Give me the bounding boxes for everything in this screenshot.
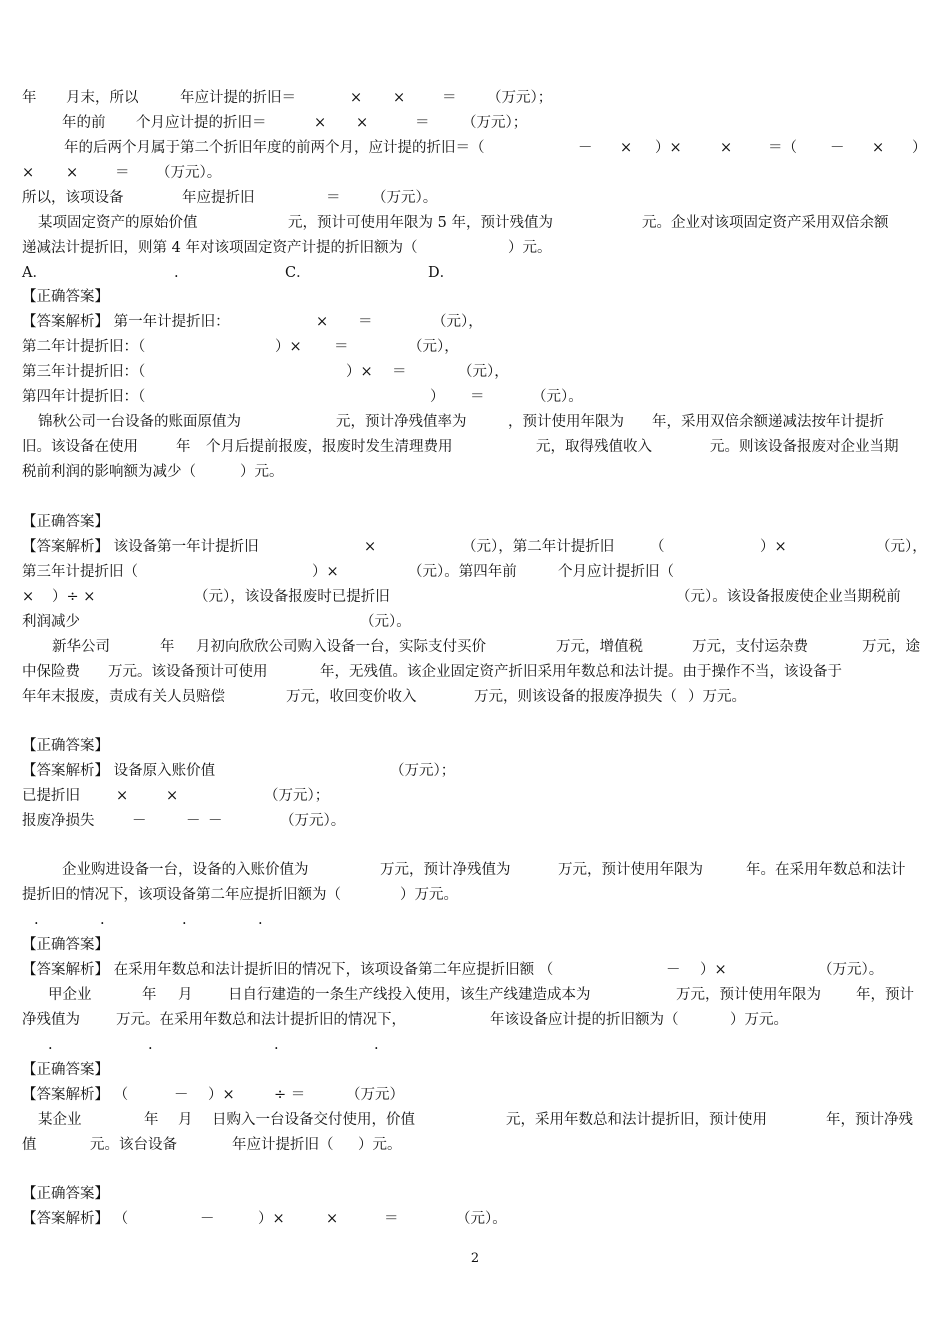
text-segment: 净残值为 (22, 1012, 80, 1028)
text-segment: × (66, 165, 79, 181)
text-segment: 万元，预计使用年限为 (676, 987, 821, 1003)
text-segment: 万元，预计使用年限为 (558, 862, 703, 878)
text-segment: 【正确答案】 (22, 289, 109, 305)
text-segment: 年，预计 (856, 987, 914, 1003)
text-segment: 甲企业 (48, 987, 92, 1003)
text-segment: （万元） (346, 1087, 404, 1103)
text-segment: － (186, 813, 201, 829)
text-segment: 日购入一台设备交付使用，价值 (212, 1112, 415, 1128)
text-segment: C． (285, 265, 311, 281)
text-segment: 企业购进设备一台，设备的入账价值为 (62, 862, 309, 878)
text-segment: 万元。该设备预计可使用 (108, 664, 268, 680)
text-segment: ）万元。 (400, 887, 458, 903)
text-segment: × (22, 589, 35, 605)
text-segment: 提折旧的情况下，该项设备第二年应提折旧额为（ (22, 887, 341, 903)
text-segment: 所以，该项设备 (22, 190, 124, 206)
text-segment: 万元，支付运杂费 (692, 639, 808, 655)
text-segment: 年的后两个月属于第二个折旧年度的前两个月，应计提的折旧＝（ (64, 140, 485, 156)
text-segment: × (316, 314, 329, 330)
text-segment: 元，取得残值收入 (536, 439, 652, 455)
text-segment: ）× (700, 962, 727, 978)
text-segment: 日自行建造的一条生产线投入使用，该生产线建造成本为 (228, 987, 591, 1003)
text-segment: 万元。在采用年数总和法计提折旧的情况下， (116, 1012, 406, 1028)
text-segment: － (200, 1211, 215, 1227)
text-segment: × (872, 140, 885, 156)
text-segment: 年该设备应计提的折旧额为（ (490, 1012, 679, 1028)
text-segment: ）× (346, 364, 373, 380)
text-segment: 月 (178, 1112, 193, 1128)
text-segment: 递减法计提折旧，则第 4 年对该项固定资产计提的折旧额为（ (22, 240, 418, 256)
text-segment: ）÷ × (52, 589, 96, 605)
text-segment: 年的前 (62, 115, 106, 131)
text-segment: 元，预计可使用年限为 5 年，预计残值为 (288, 215, 553, 231)
text-segment: 年 (176, 439, 191, 455)
text-segment: 已提折旧 (22, 788, 80, 804)
text-segment: ÷ ＝ (274, 1087, 306, 1103)
text-segment: （万元）。 (818, 962, 884, 978)
text-segment: × (356, 115, 369, 131)
text-segment: 个月应计提的折旧＝ (136, 115, 267, 131)
text-segment: 旧。该设备在使用 (22, 439, 138, 455)
text-segment: ）元。 (240, 464, 284, 480)
text-segment: 元，采用年数总和法计提折旧，预计使用 (506, 1112, 767, 1128)
text-segment: （万元）； (390, 763, 456, 779)
text-segment: 万元，增值税 (556, 639, 643, 655)
text-segment: × (720, 140, 733, 156)
text-segment: ）× (275, 339, 302, 355)
text-segment: . (100, 912, 105, 928)
text-segment: ）× (312, 564, 339, 580)
text-segment: 值 (22, 1137, 37, 1153)
text-segment: （万元）； (487, 90, 553, 106)
text-segment: （万元）。 (372, 190, 438, 206)
text-segment: ＝ (358, 314, 373, 330)
text-segment: 第三年计提折旧：（ (22, 364, 146, 380)
text-segment: 个月应计提折旧（ (558, 564, 674, 580)
text-segment: . (174, 265, 179, 281)
page-number: 2 (470, 1251, 480, 1266)
text-segment: . (374, 1037, 379, 1053)
text-segment: × (350, 90, 363, 106)
text-segment: （元）， (432, 314, 483, 330)
text-segment: . (258, 912, 263, 928)
text-segment: 中保险费 (22, 664, 80, 680)
text-segment: 【答案解析】 第一年计提折旧： (22, 314, 230, 330)
text-segment: － (578, 140, 593, 156)
text-segment: 元。则该设备报废对企业当期 (710, 439, 899, 455)
text-segment: 万元，则该设备的报废净损失（ (474, 689, 677, 705)
text-segment: . (148, 1037, 153, 1053)
text-segment: ）万元。 (730, 1012, 788, 1028)
text-segment: ）× (760, 539, 787, 555)
text-segment: （万元）； (462, 115, 528, 131)
text-segment: ）元。 (358, 1137, 402, 1153)
text-segment: . (274, 1037, 279, 1053)
text-segment: 元，预计净残值率为 (336, 414, 467, 430)
text-segment: 元。企业对该项固定资产采用双倍余额 (642, 215, 889, 231)
text-segment: 第三年计提折旧（ (22, 564, 138, 580)
text-segment: （万元）。 (280, 813, 346, 829)
text-segment: 利润减少 (22, 614, 80, 630)
text-segment: （万元）； (264, 788, 330, 804)
text-segment: × (166, 788, 179, 804)
text-segment: 【正确答案】 (22, 1186, 109, 1202)
text-segment: 报废净损失 (22, 813, 95, 829)
text-segment: 【答案解析】 在采用年数总和法计提折旧的情况下，该项设备第二年应提折旧额 （ (22, 962, 554, 978)
text-segment: 税前利润的影响额为减少（ (22, 464, 196, 480)
text-segment: ） (912, 140, 927, 156)
text-segment: （元）， (458, 364, 509, 380)
text-segment: 万元，收回变价收入 (286, 689, 417, 705)
text-segment: × (116, 788, 129, 804)
text-segment: 第四年计提折旧：（ (22, 389, 146, 405)
text-segment: 年 (144, 1112, 159, 1128)
text-segment: ）× (258, 1211, 285, 1227)
text-segment: 月末，所以 (66, 90, 139, 106)
text-segment: 年，预计净残 (826, 1112, 913, 1128)
text-segment: ）× (208, 1087, 235, 1103)
text-segment: × (620, 140, 633, 156)
text-segment: . (34, 912, 39, 928)
text-segment: 【答案解析】 该设备第一年计提折旧 (22, 539, 259, 555)
text-segment: 年 (142, 987, 157, 1003)
text-segment: 年。在采用年数总和法计 (746, 862, 906, 878)
text-segment: 月初向欣欣公司购入设备一台，实际支付买价 (196, 639, 486, 655)
text-segment: ＝ (115, 165, 130, 181)
text-segment: 某项固定资产的原始价值 (38, 215, 198, 231)
text-segment: . (182, 912, 187, 928)
text-segment: － (666, 962, 681, 978)
text-segment: ＝ (415, 115, 430, 131)
text-segment: 【正确答案】 (22, 738, 109, 754)
text-segment: ，预计使用年限为 (508, 414, 624, 430)
text-segment: D． (428, 265, 455, 281)
text-segment: 年，无残值。该企业固定资产折旧采用年数总和法计提。由于操作不当，该设备于 (320, 664, 842, 680)
text-segment: A． (22, 265, 47, 281)
text-segment: ）元。 (508, 240, 552, 256)
text-segment: ＝ (334, 339, 349, 355)
text-segment: . (48, 1037, 53, 1053)
text-segment: 年应计提折旧（ (232, 1137, 334, 1153)
text-segment: （元）。第四年前 (408, 564, 517, 580)
text-segment: 个月后提前报废，报废时发生清理费用 (206, 439, 453, 455)
text-segment: 新华公司 (52, 639, 110, 655)
text-segment: 年年末报废，责成有关人员赔偿 (22, 689, 225, 705)
text-segment: （ (650, 539, 665, 555)
text-segment: ）× (655, 140, 682, 156)
text-segment: 【正确答案】 (22, 1062, 109, 1078)
text-segment: 某企业 (38, 1112, 82, 1128)
text-segment: 月 (178, 987, 193, 1003)
text-segment: 万元，预计净残值为 (380, 862, 511, 878)
text-segment: ） (430, 389, 445, 405)
text-segment: × (314, 115, 327, 131)
text-segment: 年应计提的折旧＝ (180, 90, 296, 106)
text-segment: 【答案解析】 （ (22, 1087, 129, 1103)
text-segment: － (174, 1087, 189, 1103)
text-segment: 年 (22, 90, 37, 106)
text-segment: ＝ (384, 1211, 399, 1227)
text-segment: × (326, 1211, 339, 1227)
text-segment: 锦秋公司一台设备的账面原值为 (38, 414, 241, 430)
text-segment: － (208, 813, 223, 829)
text-segment: ＝ (392, 364, 407, 380)
text-segment: － (830, 140, 845, 156)
text-segment: 元。该台设备 (90, 1137, 177, 1153)
text-segment: （元）。 (456, 1211, 507, 1227)
text-segment: 万元，途 (862, 639, 920, 655)
text-segment: × (364, 539, 377, 555)
text-segment: ）万元。 (688, 689, 746, 705)
text-segment: 【答案解析】 设备原入账价值 (22, 763, 216, 779)
text-segment: （元）， (408, 339, 459, 355)
text-segment: 【答案解析】 （ (22, 1211, 129, 1227)
text-segment: 年应提折旧 (182, 190, 255, 206)
text-segment: × (22, 165, 35, 181)
text-segment: 年，采用双倍余额递减法按年计提折 (652, 414, 884, 430)
text-segment: （元）。该设备报废使企业当期税前 (676, 589, 901, 605)
text-segment: × (393, 90, 406, 106)
text-segment: （元），第二年计提折旧 (462, 539, 615, 555)
text-segment: （元）。 (532, 389, 583, 405)
text-segment: － (132, 813, 147, 829)
text-segment: （万元）。 (156, 165, 222, 181)
text-segment: （元），该设备报废时已提折旧 (194, 589, 390, 605)
text-segment: ＝ (470, 389, 485, 405)
text-segment: 年 (160, 639, 175, 655)
text-segment: （元）。 (360, 614, 411, 630)
text-segment: ＝ (326, 190, 341, 206)
text-segment: ＝（ (768, 140, 797, 156)
text-segment: 【正确答案】 (22, 514, 109, 530)
text-segment: ＝ (442, 90, 457, 106)
text-segment: （元）， (876, 539, 927, 555)
text-segment: 【正确答案】 (22, 937, 109, 953)
text-segment: 第二年计提折旧：（ (22, 339, 146, 355)
